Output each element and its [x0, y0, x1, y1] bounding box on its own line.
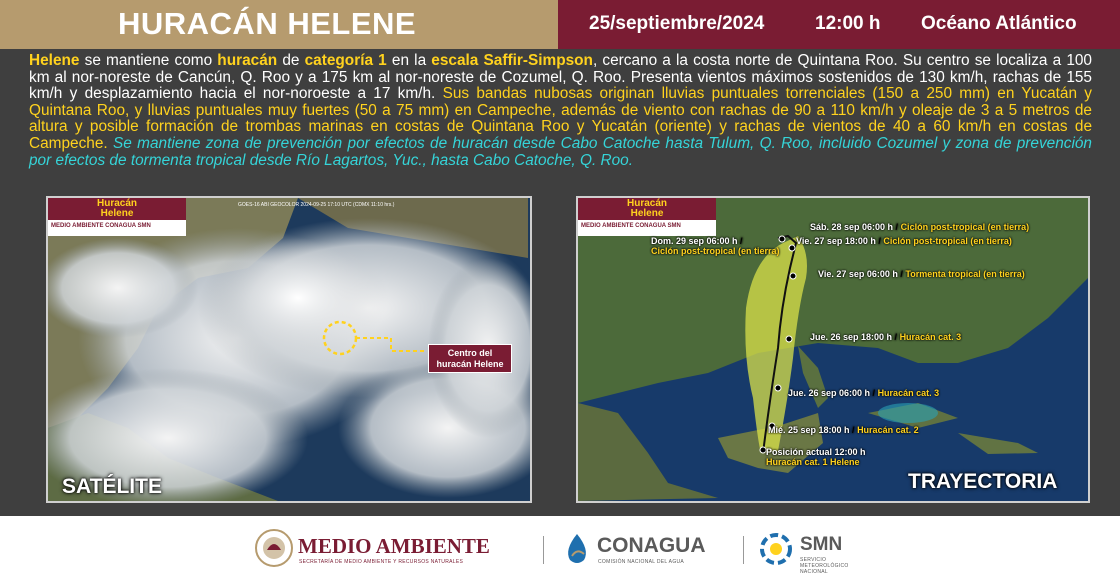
- storm-category: categoría 1: [304, 52, 387, 69]
- conagua-text: CONAGUA: [597, 534, 706, 557]
- tag-logos: MEDIO AMBIENTE CONAGUA SMN: [51, 223, 151, 229]
- divider: [743, 536, 744, 564]
- bulletin-description: [29, 53, 1092, 169]
- trajectory-label: TRAYECTORIA: [908, 470, 1058, 493]
- hurricane-center-label: Centro del huracán Helene: [428, 344, 512, 373]
- storm-name: Helene: [29, 52, 80, 69]
- coat-of-arms-icon: [254, 528, 294, 568]
- panel-tag: [48, 198, 186, 236]
- track-point-label: Vie. 27 sep 18:00 h / Ciclón post-tropical (en tierra): [796, 236, 1012, 246]
- tag-logos: MEDIO AMBIENTE CONAGUA SMN: [581, 223, 681, 229]
- smn-text: SMN: [800, 534, 843, 555]
- header-bar: [0, 0, 1120, 49]
- desc-text: , cercano a la costa norte de Quintana Roo. Su centro se localiza a 100 km al nor-noreste de Cancún, Q. Roo y a 175 km al nor-noreste de Cozumel, Q. Roo. Presenta vientos máximos sostenidos de 130 km/h, rachas de 155 km/h y desplazamiento hacia el nor-noroeste a 17 km/h.: [29, 52, 1092, 103]
- storm-type: huracán: [217, 52, 278, 69]
- desc-text: en la: [386, 52, 432, 69]
- medio-ambiente-subtitle: SECRETARÍA DE MEDIO AMBIENTE Y RECURSOS NATURALES: [299, 559, 464, 565]
- track-point-label: Vie. 27 sep 06:00 h / Tormenta tropical (en tierra): [818, 269, 1025, 279]
- bulletin-region: Océano Atlántico: [921, 13, 1077, 34]
- tag-title: Huracán Helene: [578, 198, 716, 220]
- medio-ambiente-text: MEDIO AMBIENTE: [298, 534, 490, 558]
- divider: [543, 536, 544, 564]
- prevention-zones: Se mantiene zona de prevención por efectos de huracán desde Cabo Catoche hasta Tulum, Q. Roo, incluido Cozumel y zona de prevención por efectos de tormenta tropical desde Río Lagartos, Yuc., hasta Cabo Catoche, Q. Roo.: [29, 134, 1092, 169]
- bulletin-date: 25/septiembre/2024: [589, 13, 765, 34]
- current-position-label: Posición actual 12:00 h Huracán cat. 1 Helene: [766, 447, 866, 467]
- smn-subtitle: SERVICIO METEOROLÓGICO NACIONAL: [800, 557, 849, 575]
- track-point-label: Jue. 26 sep 06:00 h / Huracán cat. 3: [788, 388, 940, 398]
- desc-text: de: [277, 52, 305, 69]
- trajectory-panel: [576, 196, 1090, 503]
- water-drop-icon: [560, 532, 594, 566]
- header-title-area: [0, 0, 558, 49]
- track-point-label: Sáb. 28 sep 06:00 h / Ciclón post-tropical (en tierra): [810, 222, 1030, 232]
- smn-swirl-icon: [758, 531, 794, 567]
- header-info-area: [558, 0, 1120, 49]
- track-point-label: Dom. 29 sep 06:00 h / Ciclón post-tropical (en tierra): [651, 236, 780, 256]
- bulletin-time: 12:00 h: [815, 13, 881, 34]
- medio-ambiente-logo: [252, 516, 532, 581]
- satellite-info: GOES-16 ABI GEOCOLOR 2024-09-25 17:10 UTC (CDMX 11:10 hrs.): [238, 202, 395, 208]
- smn-logo: [758, 516, 868, 581]
- conagua-logo: [560, 516, 730, 581]
- panel-tag: [578, 198, 716, 236]
- tag-title: Huracán Helene: [48, 198, 186, 220]
- desc-text: se mantiene como: [79, 52, 218, 69]
- rain-wind-effects: Sus bandas nubosas originan lluvias puntuales torrenciales (150 a 250 mm) en Yucatán y Quintana Roo, y lluvias puntuales muy fuertes (50 a 75 mm) en Campeche, además de viento con rachas de 90 a 110 km/h y oleaje de 3 a 5 metros de altura y posible formación de trombas marinas en costas de Quintana Roo y Yucatán (oriente) y rachas de vientos de 40 a 60 km/h en costas de Campeche.: [29, 85, 1092, 152]
- scale-name: escala Saffir-Simpson: [431, 52, 593, 69]
- conagua-subtitle: COMISIÓN NACIONAL DEL AGUA: [598, 559, 685, 565]
- footer-logos: [0, 516, 1120, 581]
- satellite-panel: [46, 196, 532, 503]
- track-point-label: Jue. 26 sep 18:00 h / Huracán cat. 3: [810, 332, 962, 342]
- track-point-label: Mié. 25 sep 18:00 h / Huracán cat. 2: [768, 425, 919, 435]
- satellite-label: SATÉLITE: [62, 475, 162, 498]
- page-title: HURACÁN HELENE: [118, 6, 417, 41]
